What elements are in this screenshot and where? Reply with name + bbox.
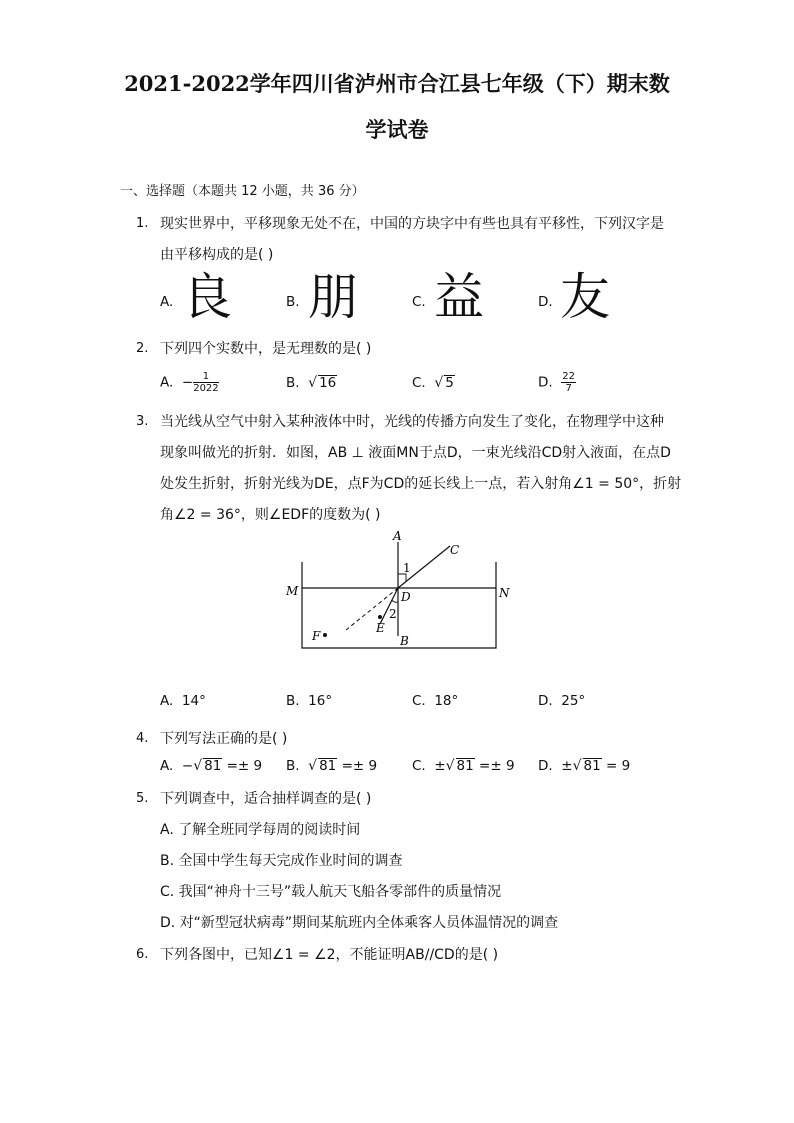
- label-e: E: [376, 621, 385, 635]
- section-heading: 一、选择题（本题共 12 小题，共 36 分）: [120, 184, 365, 199]
- label-d: D: [401, 590, 411, 604]
- q3-option-a: [160, 693, 206, 709]
- option-character: 朋: [308, 268, 358, 326]
- option-value: 16°: [308, 693, 333, 709]
- result: =± 9: [226, 758, 263, 774]
- q3-number: 3.: [136, 414, 149, 429]
- option-label: C.: [412, 375, 426, 391]
- radicand: 5: [445, 375, 454, 391]
- fraction: [561, 371, 576, 394]
- label-a: A: [393, 529, 402, 543]
- q2-option-b: [286, 375, 337, 391]
- paper-title-line2: 学试卷: [365, 117, 429, 142]
- option-label: A.: [160, 374, 174, 391]
- q2-number: 2.: [136, 341, 149, 356]
- q2-stem: 下列四个实数中，是无理数的是( ): [160, 341, 372, 357]
- option-label: B.: [286, 693, 300, 709]
- paper-title-line1: 2021-2022学年四川省泸州市合江县七年级（下）期末数: [124, 71, 670, 96]
- q1-stem-line2: 由平移构成的是( ): [160, 247, 274, 263]
- q5-option-b: B. 全国中学生每天完成作业时间的调查: [160, 853, 403, 869]
- result: =± 9: [479, 758, 515, 774]
- label-2: 2: [389, 607, 397, 621]
- label-n: N: [499, 586, 510, 600]
- q3-stem-line4: 角∠2 = 36°，则∠EDF的度数为( ): [160, 507, 381, 523]
- sqrt-icon: √: [193, 758, 203, 774]
- label-m: M: [286, 584, 299, 598]
- q6-stem: 下列各图中，已知∠1 = ∠2，不能证明AB//CD的是( ): [160, 947, 499, 963]
- q4-stem: 下列写法正确的是( ): [160, 731, 288, 747]
- option-label: D.: [538, 294, 553, 310]
- liquid-container: [302, 562, 496, 648]
- angle-1-arc: [398, 574, 406, 581]
- fraction: [193, 371, 218, 394]
- q2-option-d: [538, 371, 576, 394]
- q5-number: 5.: [136, 791, 149, 806]
- minus-sign: −: [181, 374, 194, 391]
- option-label: B.: [286, 375, 300, 391]
- label-b: B: [400, 634, 409, 648]
- radicand: 81: [204, 758, 222, 774]
- q3-option-d: [538, 693, 585, 709]
- sqrt-icon: √: [308, 375, 318, 391]
- option-label: A.: [160, 758, 174, 774]
- q4-option-a: [160, 758, 262, 774]
- point-e: [378, 615, 382, 619]
- q6-number: 6.: [136, 947, 149, 962]
- radicand: 16: [319, 375, 337, 391]
- q3-stem-line1: 当光线从空气中射入某种液体中时，光线的传播方向发生了变化，在物理学中这种: [160, 414, 664, 430]
- radicand: 81: [583, 758, 601, 774]
- label-f: F: [312, 629, 321, 643]
- prefix-sign: ±: [434, 758, 446, 774]
- fraction-numerator: 1: [193, 371, 218, 383]
- q5-stem: 下列调查中，适合抽样调查的是( ): [160, 791, 372, 807]
- radicand: 81: [456, 758, 474, 774]
- option-value: 25°: [561, 693, 586, 709]
- sqrt-icon: √: [572, 758, 582, 774]
- q1-number: 1.: [136, 216, 149, 231]
- q3-refraction-figure: [280, 528, 520, 658]
- point-f: [323, 633, 327, 637]
- option-label: D.: [538, 758, 553, 774]
- fraction-denominator: 2022: [193, 383, 219, 394]
- option-label: B.: [286, 758, 300, 774]
- option-label: C.: [412, 693, 426, 709]
- option-label: A.: [160, 294, 174, 310]
- radicand: 81: [319, 758, 337, 774]
- sqrt-icon: √: [434, 375, 444, 391]
- sqrt-icon: √: [308, 758, 318, 774]
- option-character: 益: [434, 268, 484, 326]
- option-value: 14°: [181, 693, 206, 709]
- q2-option-a: [160, 371, 219, 394]
- q4-number: 4.: [136, 731, 149, 746]
- fraction-denominator: 7: [565, 383, 572, 394]
- q5-option-c: C. 我国“神舟十三号”载人航天飞船各零部件的质量情况: [160, 884, 502, 900]
- fraction-numerator: 22: [562, 371, 576, 382]
- q3-option-b: [286, 693, 332, 709]
- q4-option-d: [538, 758, 630, 774]
- option-label: D.: [538, 693, 553, 709]
- q5-option-a: A. 了解全班同学每周的阅读时间: [160, 822, 361, 838]
- q2-option-c: [412, 375, 455, 391]
- option-label: A.: [160, 693, 174, 709]
- option-character: 友: [560, 268, 610, 326]
- option-label: C.: [412, 758, 426, 774]
- label-c: C: [450, 543, 460, 557]
- q3-stem-line3: 处发生折射，折射光线为DE，点F为CD的延长线上一点，若入射角∠1 = 50°，折射: [160, 476, 682, 492]
- q1-stem-line1: 现实世界中，平移现象无处不在，中国的方块字中有些也具有平移性，下列汉字是: [160, 216, 664, 232]
- q4-option-b: [286, 758, 377, 774]
- result: = 9: [606, 758, 631, 774]
- q3-stem-line2: 现象叫做光的折射．如图，AB ⊥ 液面MN于点D，一束光线沿CD射入液面，在点D: [160, 445, 671, 461]
- q3-option-c: [412, 693, 458, 709]
- result: =± 9: [341, 758, 378, 774]
- angle-2-arc: [392, 600, 398, 602]
- sqrt-icon: √: [445, 758, 455, 774]
- label-1: 1: [403, 561, 411, 575]
- option-label: C.: [412, 294, 426, 310]
- option-label: D.: [538, 374, 553, 391]
- q4-option-c: [412, 758, 515, 774]
- prefix-sign: ±: [561, 758, 573, 774]
- option-character: 良: [182, 268, 232, 326]
- prefix-sign: −: [181, 758, 194, 774]
- q5-option-d: D. 对“新型冠状病毒”期间某航班内全体乘客人员体温情况的调查: [160, 915, 559, 931]
- option-value: 18°: [434, 693, 459, 709]
- option-label: B.: [286, 294, 300, 310]
